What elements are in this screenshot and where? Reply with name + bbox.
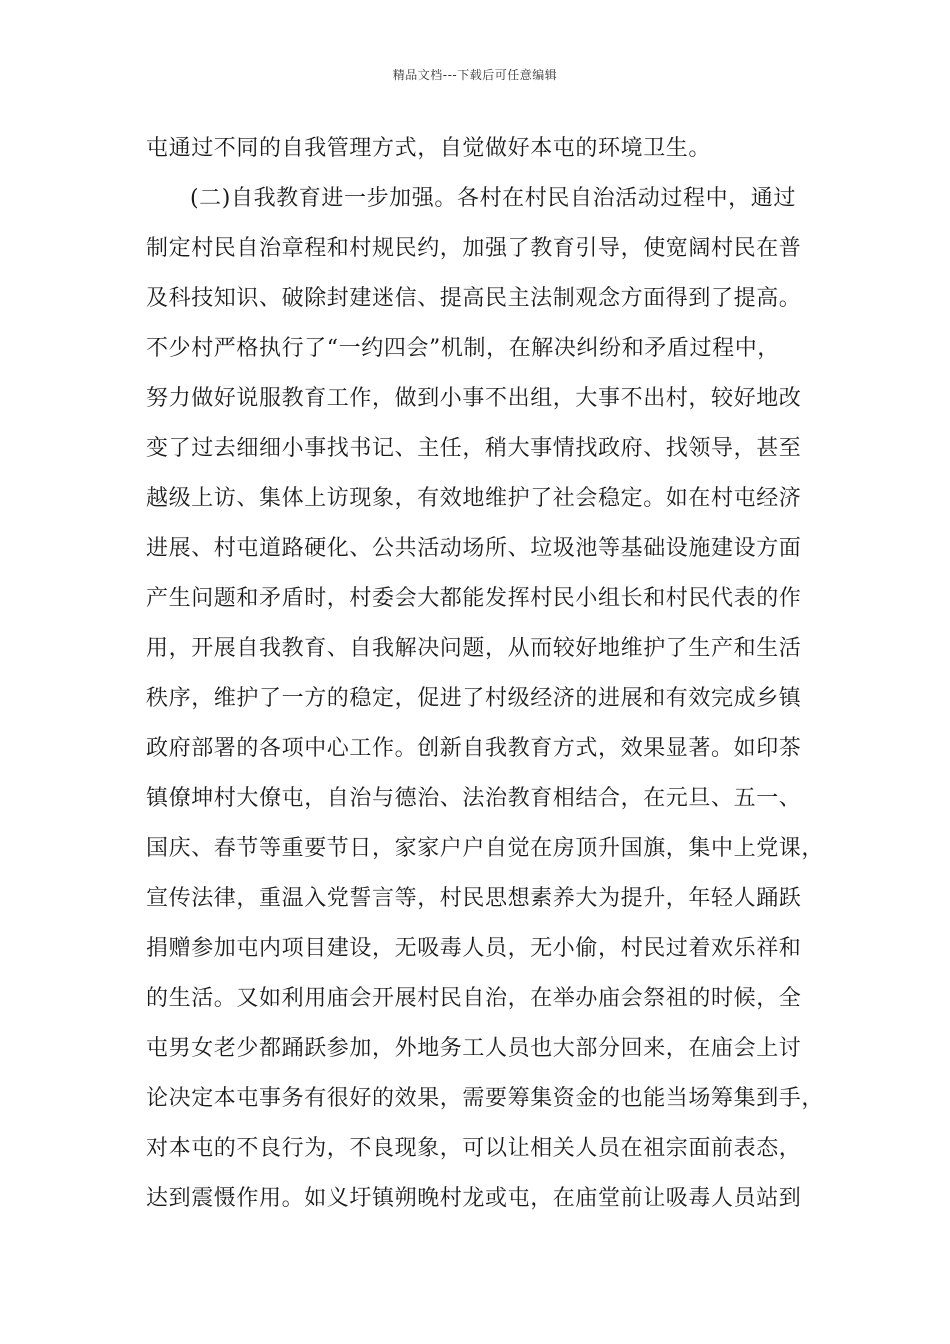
text-line: 产生问题和矛盾时，村委会大都能发挥村民小组长和村民代表的作 [146,586,802,611]
text-line: 秩序，维护了一方的稳定，促进了村级经济的进展和有效完成乡镇 [146,686,802,711]
page-header: 精品文档---下载后可任意编辑 [392,68,558,82]
text-line: 论决定本屯事务有很好的效果，需要筹集资金的也能当场筹集到手， [146,1086,825,1111]
text-line: 对本屯的不良行为，不良现象，可以让相关人员在祖宗面前表态， [146,1136,802,1161]
text-line: 屯男女老少都踊跃参加，外地务工人员也大部分回来，在庙会上讨 [146,1036,802,1061]
text-line: 宣传法律，重温入党誓言等，村民思想素养大为提升，年轻人踊跃 [146,886,802,911]
text-line: 制定村民自治章程和村规民约，加强了教育引导，使宽阔村民在普 [146,236,802,261]
text-line: 不少村严格执行了“一约四会”机制，在解决纠纷和矛盾过程中， [146,336,780,361]
text-line: 努力做好说服教育工作，做到小事不出组，大事不出村，较好地改 [146,386,802,411]
text-line: 镇僚坤村大僚屯，自治与德治、法治教育相结合，在元旦、五一、 [146,786,802,811]
text-line: 越级上访、集体上访现象，有效地维护了社会稳定。如在村屯经济 [146,486,802,511]
text-line: 用，开展自我教育、自我解决问题，从而较好地维护了生产和生活 [146,636,802,661]
text-line: 及科技知识、破除封建迷信、提高民主法制观念方面得到了提高。 [146,286,802,311]
paragraph-heading-line: (二)自我教育进一步加强。各村在村民自治活动过程中，通过 [190,186,796,211]
text-line: 屯通过不同的自我管理方式，自觉做好本屯的环境卫生。 [146,136,712,161]
text-line: 变了过去细细小事找书记、主任，稍大事情找政府、找领导，甚至 [146,436,802,461]
document-body [146,127,826,1227]
text-line: 达到震慑作用。如义圩镇朔晚村龙或屯，在庙堂前让吸毒人员站到 [146,1186,802,1211]
text-line: 国庆、春节等重要节日，家家户户自觉在房顶升国旗，集中上党课， [146,836,825,861]
text-line: 进展、村屯道路硬化、公共活动场所、垃圾池等基础设施建设方面 [146,536,802,561]
text-line: 捐赠参加屯内项目建设，无吸毒人员，无小偷，村民过着欢乐祥和 [146,936,802,961]
text-line: 的生活。又如利用庙会开展村民自治，在举办庙会祭祖的时候，全 [146,986,802,1011]
text-line: 政府部署的各项中心工作。创新自我教育方式，效果显著。如印茶 [146,736,802,761]
